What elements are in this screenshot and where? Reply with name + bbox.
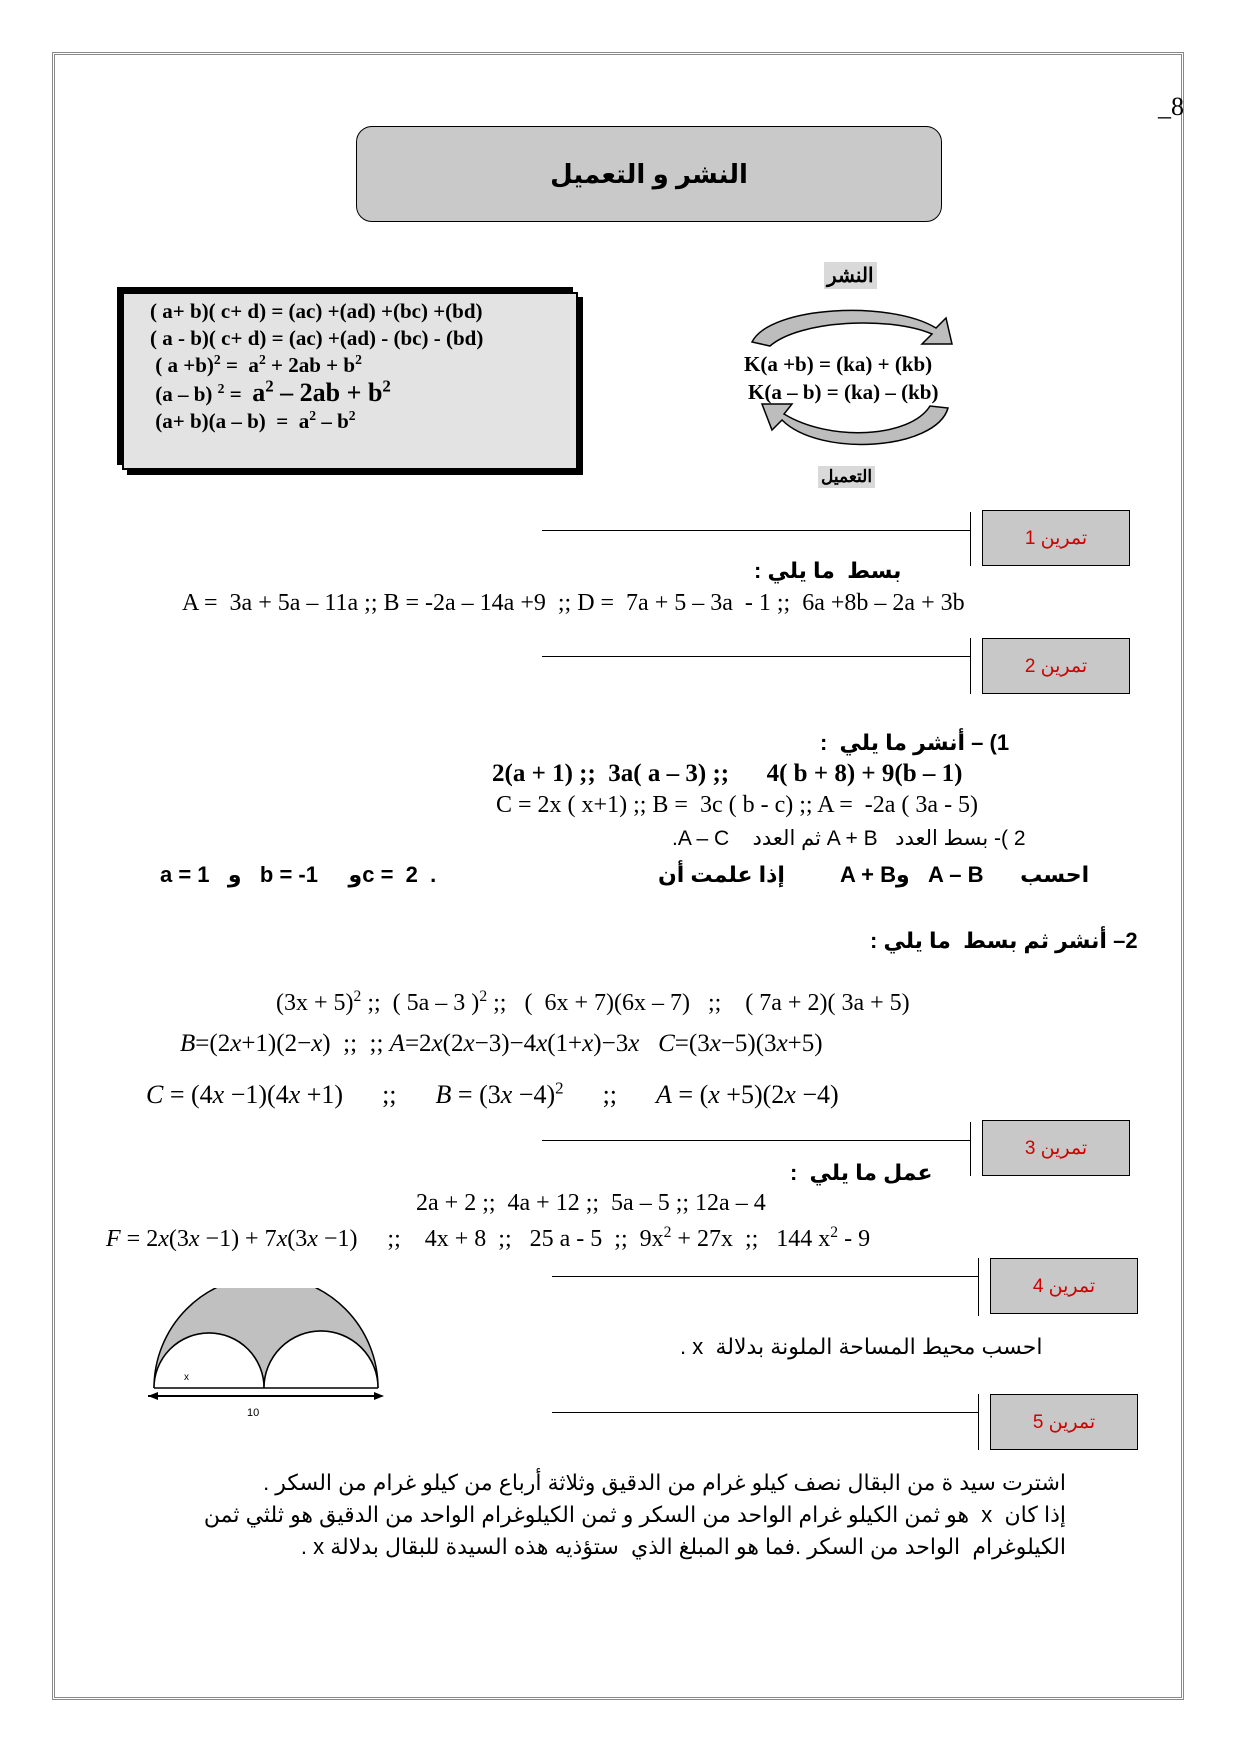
identity-line: ( a+ b)( c+ d) = (ac) +(ad) +(bc) +(bd) [150,299,483,323]
exercise-2-values: . c = 2و b = -1 و a = 1 [160,862,437,887]
divider [970,1122,971,1176]
divider [542,1140,970,1141]
semicircles-figure [144,1288,394,1428]
exercise-1-instruction: بسط ما يلي : [754,558,902,583]
divider [542,656,970,657]
exercise-5-badge: تمرين 5 [990,1394,1138,1450]
divider [970,638,971,694]
exercise-2-q2: 2 )- بسط العدد A + B ثم العدد A – C. [672,827,1026,850]
exercise-5-line3: الكيلوغرام الواحد من السكر .فما هو المبلغ الذي ستؤذيه هذه السيدة للبقال بدلالة x . [300,1534,1066,1559]
exercise-2-line4: B=(2x+1)(2−x) ;; ;; A=2x(2x−3)−4x(1+x)−3x C=(3x−5)(3x+5) [180,1030,823,1057]
exercise-4-instruction: احسب محيط المساحة الملونة بدلالة x . [680,1334,1043,1359]
arrow-left-icon [148,1392,158,1400]
divider [978,1394,979,1450]
exercise-2-badge: تمرين 2 [982,638,1130,694]
exercise-2-q1: 1) – أنشر ما يلي : [820,730,1010,755]
identity-line: ( $a +b)^2 = a^2 + 2ab + b^2$ [150,352,362,377]
arrow-right-icon [374,1392,384,1400]
exercise-3-line1: 2a + 2 ;; 4a + 12 ;; 5a – 5 ;; 12a – 4 [416,1190,766,1216]
identities-box [122,292,578,470]
factor-diff-formula: K(a – b) = (ka) – (kb) [748,380,939,404]
exercise-1-badge: تمرين 1 [982,510,1130,566]
exercise-3-instruction: عمل ما يلي : [790,1160,933,1185]
exercise-1-expressions: A = 3a + 5a – 11a ;; B = -2a – 14a +9 ;; D = 7a + 5 – 3a - 1 ;; 6a +8b – 2a + 3b [182,590,965,616]
identity-line: (a – b) $^2 = a^2 - 2ab + b^2$ [150,376,391,407]
exercise-4-badge: تمرين 4 [990,1258,1138,1314]
length-label: 10 [247,1407,260,1419]
divider [970,512,971,566]
factor-sum-formula: K(a +b) = (ka) + (kb) [744,352,933,376]
divider [552,1276,978,1277]
exercise-3-line2: F = 2x(3x −1) + 7x(3x −1) ;; 4x + 8 ;; 25 a - 5 ;; $9x^2 + 27x$ ;; 144 $x^2 - 9$ [106,1224,871,1252]
identity-line: $(a+ b)(a - b) = a^2 - b^2$ [150,408,356,433]
exercise-3-badge: تمرين 3 [982,1120,1130,1176]
page-number: _8 [1158,92,1184,121]
exercise-5-line1: اشترت سيد ة من البقال نصف كيلو غرام من الدقيق وثلاثة أرباع من كيلو غرام من السكر . [263,1470,1066,1495]
exercise-2-expand-line1: 2(a + 1) ;; 3a( a – 3) ;; 4( b + 8) + 9(b – 1) [492,760,963,787]
top-arrow-icon [752,310,952,346]
divider [542,530,970,531]
exercise-2-calc: احسب A – B وA + B إذا علمت أن [658,862,1090,887]
bottom-arrow-icon [762,404,948,444]
divider [552,1412,978,1413]
page-title: النشر و التعميل [356,126,942,222]
exercise-2-line3: $(3x + 5)^2$ ;; ( 5a – 3 )$^2$ ;; ( 6x + 7)(6x – 7) ;; ( 7a + 2)( 3a + 5) [276,988,910,1016]
x-label: x [184,1372,189,1383]
exercise-2-q3: 2– أنشر ثم بسط ما يلي : [870,928,1138,953]
exercise-2-line5: C = (4x −1)(4x +1) ;; $B = (3x -4)^2$ ;; A = (x +5)(2x −4) [146,1078,839,1109]
exercise-5-line2: إذا كان x هو ثمن الكيلو غرام الواحد من السكر و ثمن الكيلوغرام الواحد من الدقيق هو ثلثي ثمن [203,1502,1066,1527]
expand-label: النشر [824,262,877,289]
divider [978,1258,979,1316]
factor-label: التعميل [818,466,875,488]
identity-line: ( a - b)( c+ d) = (ac) +(ad) - (bc) - (bd) [150,326,484,350]
exercise-2-expand-line2: C = 2x ( x+1) ;; B = 3c ( b - c) ;; A = -2a ( 3a - 5) [496,792,979,818]
